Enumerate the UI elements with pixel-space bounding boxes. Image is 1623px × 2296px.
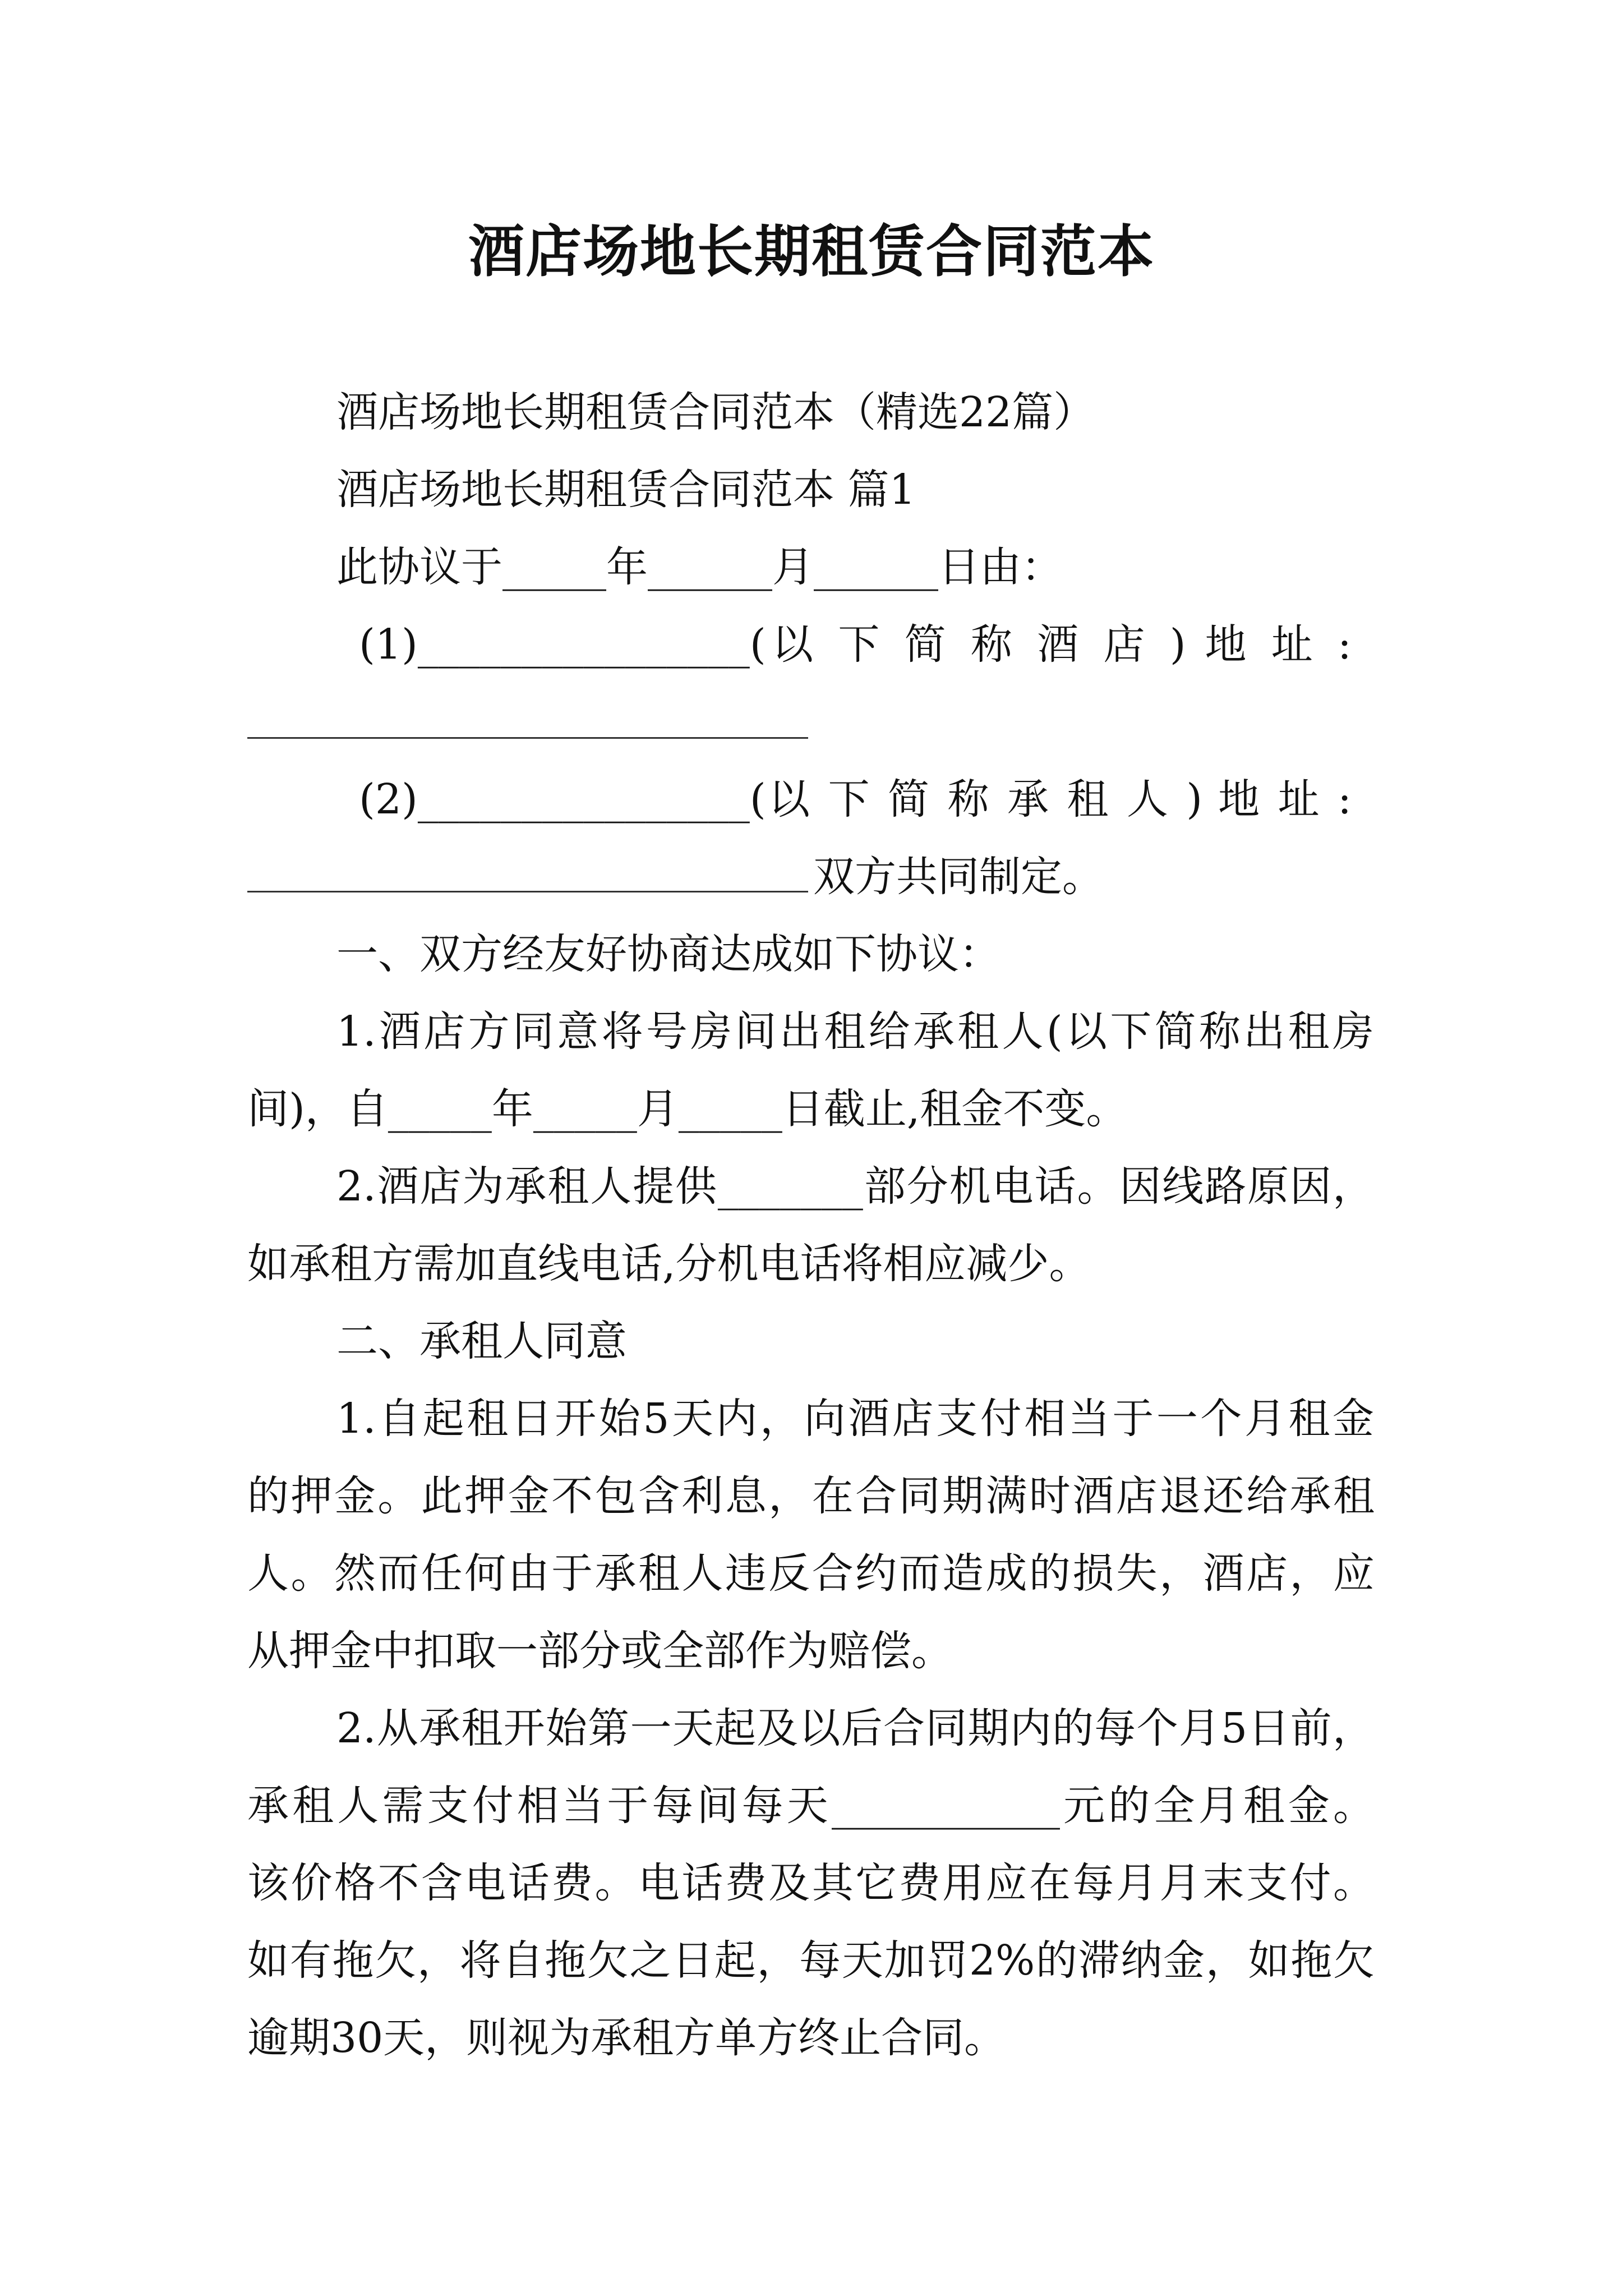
- address-blank-line: [247, 737, 808, 739]
- section-heading: 一、双方经友好协商达成如下协议：: [336, 930, 1000, 978]
- paragraph-line: 间)，自_____年_____月_____日截止,租金不变。: [247, 1085, 1128, 1133]
- party-one-line: (1)________________(以 下 简 称 酒 店 ) 地 址 :: [359, 620, 1352, 669]
- paragraph-line: 1.自起租日开始5天内，向酒店支付相当于一个月租金: [336, 1395, 1374, 1443]
- paragraph-line: 该价格不含电话费。电话费及其它费用应在每月月末支付。: [247, 1859, 1375, 1907]
- address-blank-line: [247, 891, 808, 892]
- document-title: 酒店场地长期租赁合同范本: [468, 218, 1155, 284]
- paragraph-line: 如有拖欠，将自拖欠之日起，每天加罚2%的滞纳金，如拖欠: [247, 1936, 1375, 1985]
- paragraph-line: 如承租方需加直线电话,分机电话将相应减少。: [247, 1240, 1091, 1288]
- paragraph-line: 从押金中扣取一部分或全部作为赔偿。: [247, 1627, 953, 1675]
- section-heading: 二、承租人同意: [336, 1317, 627, 1365]
- subtitle-line: 酒店场地长期租赁合同范本（精选22篇）: [336, 388, 1095, 436]
- paragraph-line: 承租人需支付相当于每间每天___________元的全月租金。: [247, 1782, 1375, 1830]
- paragraph-line: 逾期30天，则视为承租方单方终止合同。: [247, 2014, 1006, 2062]
- paragraph-line: 双方共同制定。: [813, 853, 1104, 901]
- paragraph-line: 人。然而任何由于承租人违反合约而造成的损失，酒店，应: [247, 1549, 1375, 1598]
- paragraph-line: 2.从承租开始第一天起及以后合同期内的每个月5日前，: [336, 1704, 1374, 1752]
- paragraph-line: 此协议于_____年______月______日由：: [336, 543, 1063, 591]
- party-two-line: (2)________________(以 下 简 称 承 租 人 ) 地 址 :: [359, 775, 1352, 823]
- paragraph-line: 1.酒店方同意将号房间出租给承租人(以下简称出租房: [336, 1007, 1374, 1056]
- paragraph-line: 的押金。此押金不包含利息，在合同期满时酒店退还给承租: [247, 1472, 1375, 1520]
- section-heading: 酒店场地长期租赁合同范本 篇1: [336, 466, 916, 514]
- paragraph-line: 2.酒店为承租人提供_______部分机电话。因线路原因，: [336, 1162, 1374, 1211]
